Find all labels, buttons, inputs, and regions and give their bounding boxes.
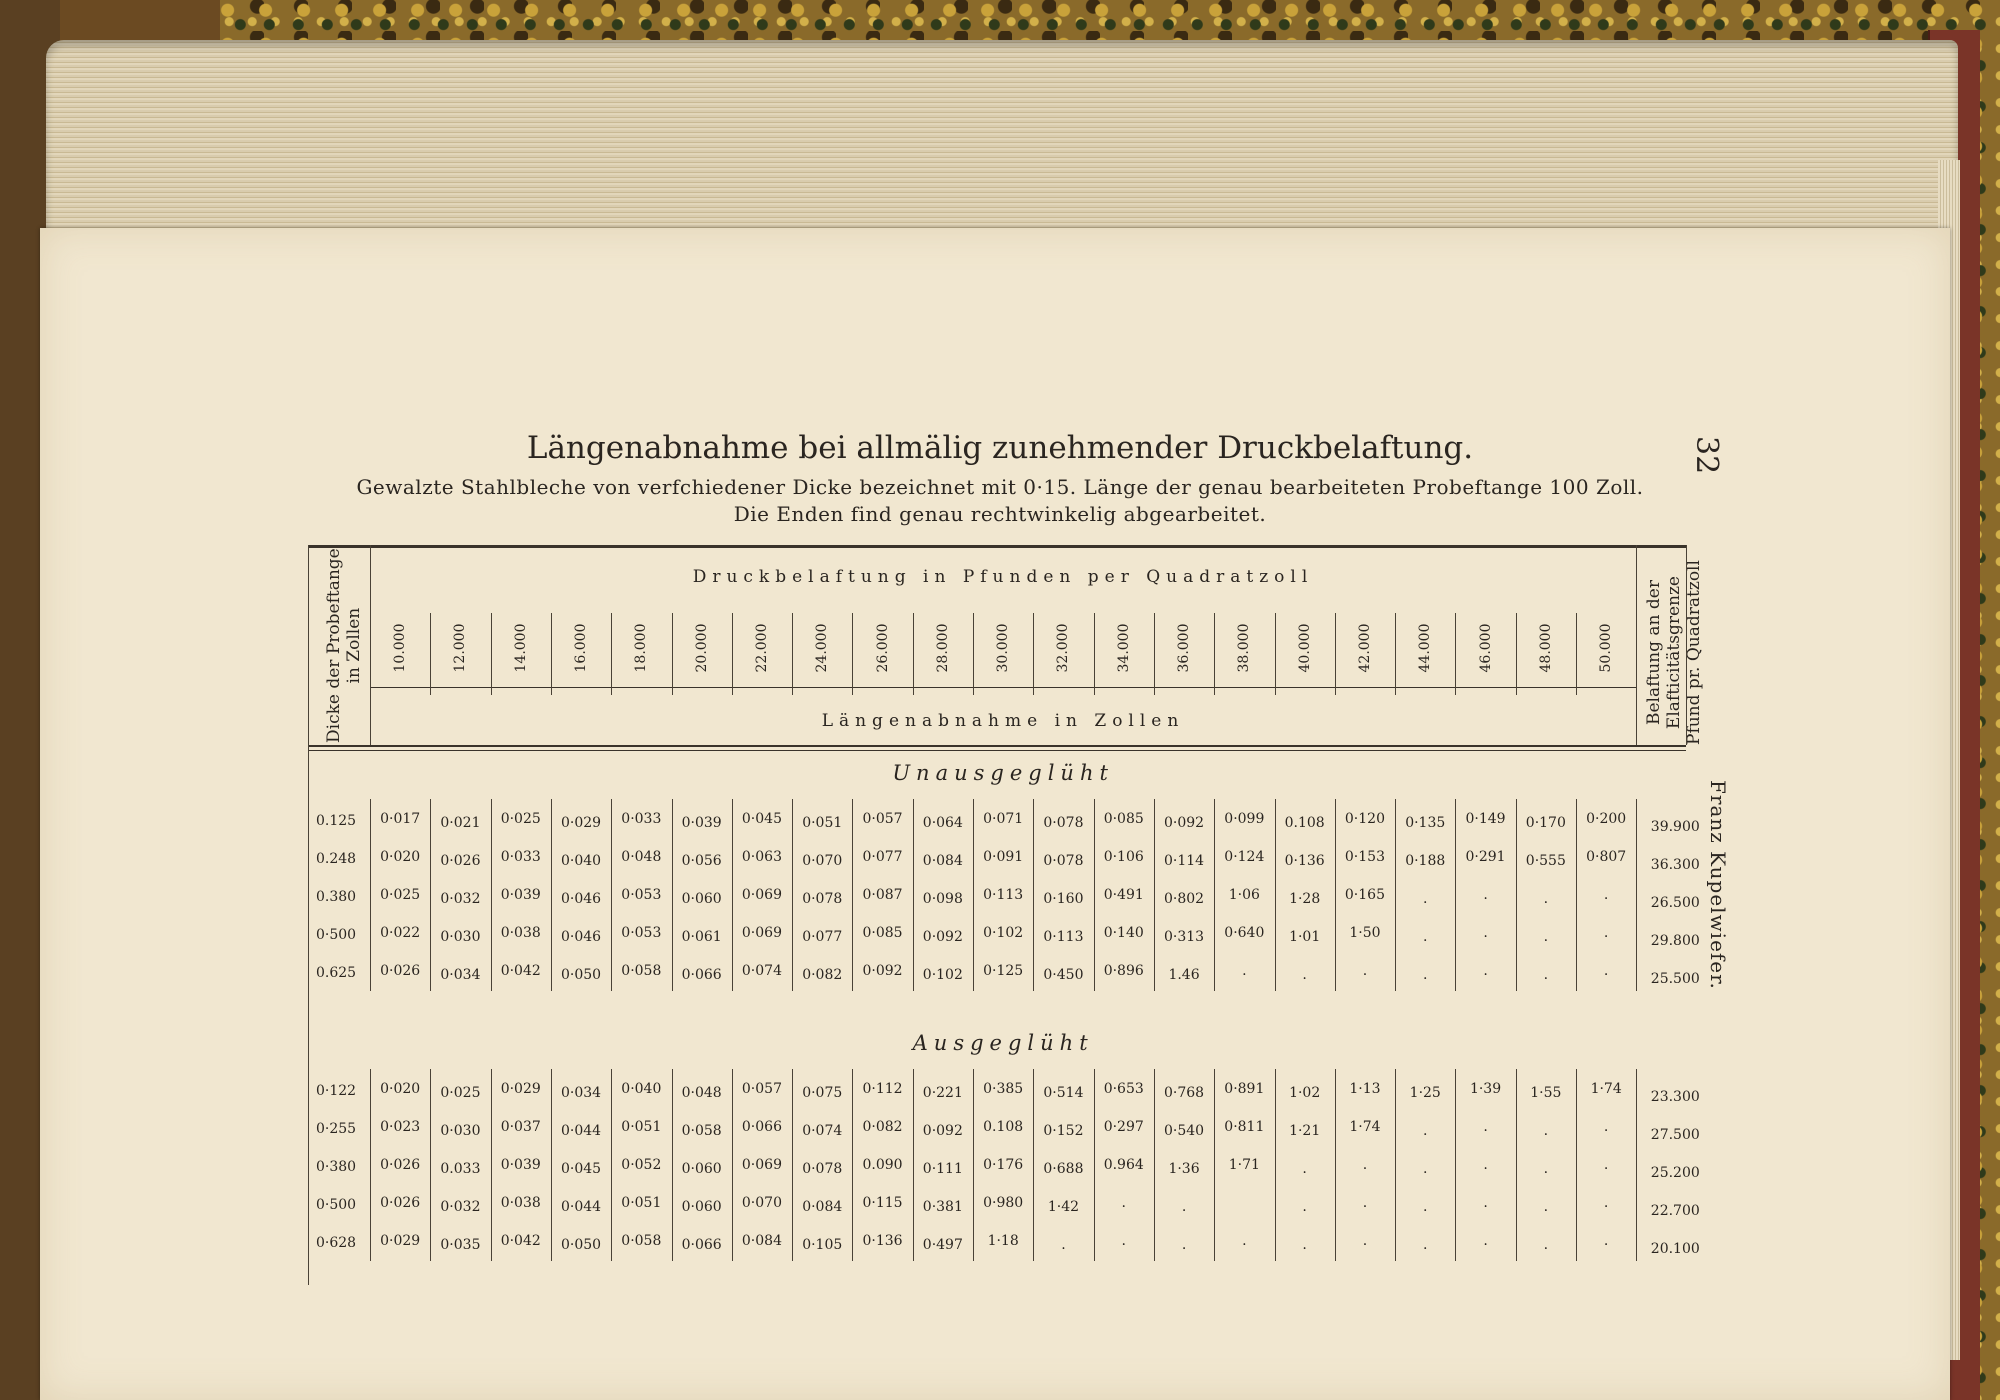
- reduction-cell: 0.033: [440, 1161, 481, 1177]
- reduction-cell: 0·313: [1163, 929, 1205, 945]
- reduction-cell: 1·13: [1349, 1081, 1381, 1097]
- reduction-cell: .: [1302, 1237, 1307, 1253]
- reduction-cell: 0·074: [802, 1123, 843, 1139]
- reduction-cell: 0·026: [380, 963, 421, 979]
- reduction-cell: 0·160: [1043, 891, 1084, 907]
- reduction-cell: .: [1483, 887, 1488, 903]
- reduction-cell: 0·044: [560, 1199, 602, 1215]
- load-column-header: 14.000: [512, 623, 529, 673]
- reduction-cell: .: [1483, 925, 1488, 941]
- reduction-cell: 1·39: [1469, 1081, 1502, 1097]
- thickness-cell: 0·500: [316, 927, 357, 943]
- reduction-cell: .: [1181, 1237, 1187, 1253]
- reduction-cell: 0·021: [440, 815, 481, 831]
- reduction-cell: 0·113: [983, 887, 1024, 903]
- table-right-border-head: [1686, 545, 1687, 745]
- load-column-divider: [491, 613, 492, 695]
- reduction-cell: .: [1603, 1119, 1609, 1135]
- reduction-cell: .: [1362, 1233, 1368, 1249]
- load-column-divider: [792, 613, 793, 695]
- reduction-cell: 0·491: [1103, 887, 1144, 903]
- reduction-cell: 0·064: [922, 815, 963, 831]
- reduction-cell: 0·039: [500, 887, 541, 903]
- reduction-cell: 0·058: [621, 1233, 662, 1249]
- load-column-header: 20.000: [693, 623, 710, 673]
- reduction-cell: 1·74: [1590, 1081, 1622, 1097]
- reduction-cell: 0·152: [1043, 1123, 1084, 1139]
- reduction-cell: 1·36: [1168, 1161, 1200, 1177]
- elastic-limit-cell: 27.500: [1650, 1127, 1700, 1143]
- reduction-cell: 0·087: [862, 887, 903, 903]
- reduction-cell: 0·176: [983, 1157, 1024, 1173]
- reduction-cell: 0·060: [681, 1199, 722, 1215]
- reduction-cell: 0·023: [380, 1119, 421, 1135]
- thickness-cell: 0·500: [316, 1197, 357, 1213]
- reduction-cell: .: [1543, 1161, 1549, 1177]
- reduction-cell: 1·50: [1349, 925, 1381, 941]
- reduction-cell: 0·032: [440, 1199, 481, 1215]
- elastic-limit-cell: 20.100: [1650, 1241, 1700, 1257]
- left-header-line-2: in Zollen: [344, 607, 364, 684]
- reduction-cell: 0·149: [1465, 811, 1506, 827]
- reduction-cell: 0·092: [922, 1123, 963, 1139]
- load-column-divider: [1094, 613, 1095, 695]
- reduction-cell: 0·125: [983, 963, 1024, 979]
- reduction-cell: 0·060: [681, 1161, 722, 1177]
- elastic-limit-cell: 23.300: [1650, 1089, 1700, 1105]
- reduction-cell: .: [1483, 963, 1488, 979]
- load-column-header: 26.000: [874, 623, 891, 673]
- reduction-cell: .: [1423, 929, 1428, 945]
- elastic-limit-cell: 36.300: [1650, 857, 1700, 873]
- reduction-cell: 0·025: [440, 1085, 481, 1101]
- reduction-cell: 0·115: [862, 1195, 903, 1211]
- reduction-cell: 0·074: [741, 963, 782, 979]
- body-column-divider: [1636, 1069, 1637, 1261]
- reduction-cell: 0·044: [560, 1123, 602, 1139]
- reduction-cell: 0·112: [862, 1081, 903, 1097]
- reduction-cell: 0·050: [560, 1237, 602, 1253]
- load-column-header: 44.000: [1417, 623, 1434, 673]
- reduction-cell: 0·017: [380, 811, 421, 827]
- load-column-header: 16.000: [573, 623, 590, 673]
- reduction-cell: .: [1423, 1199, 1428, 1215]
- last-column-divider-head: [1636, 545, 1637, 745]
- reduction-cell: .: [1121, 1233, 1126, 1249]
- load-column-divider: [672, 613, 673, 695]
- thickness-cell: 0·255: [316, 1121, 357, 1137]
- reduction-cell: 0·052: [621, 1157, 662, 1173]
- reduction-cell: 0·066: [741, 1119, 782, 1135]
- reduction-cell: 0·084: [922, 853, 963, 869]
- load-column-divider: [913, 613, 914, 695]
- reduction-cell: 1·74: [1349, 1119, 1381, 1135]
- load-column-header: 38.000: [1236, 623, 1253, 673]
- reduction-cell: 0·070: [802, 853, 843, 869]
- reduction-cell: 0·085: [1103, 811, 1144, 827]
- load-column-header: 12.000: [452, 623, 469, 673]
- load-column-header: 10.000: [392, 623, 409, 673]
- reduction-cell: .: [1181, 1199, 1187, 1215]
- reduction-cell: .: [1423, 1123, 1428, 1139]
- body-column-divider: [1636, 799, 1637, 991]
- reduction-cell: 0·165: [1344, 887, 1385, 903]
- reduction-cell: 0·124: [1224, 849, 1265, 865]
- load-column-header: 28.000: [934, 623, 951, 673]
- reduction-cell: 0·025: [380, 887, 421, 903]
- reduction-cell: 0·057: [741, 1081, 782, 1097]
- table-top-rule: [308, 545, 1686, 548]
- reduction-cell: .: [1603, 1157, 1609, 1173]
- reduction-cell: 0·105: [802, 1237, 843, 1253]
- reduction-cell: .: [1242, 963, 1247, 979]
- reduction-cell: 0·807: [1586, 849, 1627, 865]
- reduction-cell: 0·381: [922, 1199, 963, 1215]
- reduction-cell: 0·153: [1344, 849, 1385, 865]
- reduction-cell: 0·056: [681, 853, 722, 869]
- reduction-cell: .: [1362, 1195, 1368, 1211]
- reduction-cell: .: [1603, 963, 1609, 979]
- reduction-cell: 1·25: [1409, 1085, 1441, 1101]
- subtitle-line-1: Gewalzte Stahlbleche von verfchiedener Dicke bezeichnet mit 0·15. Länge der genau bearbeiteten Probeftange 100 Zoll.: [356, 475, 1644, 499]
- left-column-header: [324, 548, 364, 743]
- reduction-cell: 0·035: [440, 1237, 481, 1253]
- reduction-cell: 1·28: [1289, 891, 1321, 907]
- reduction-cell: 0·025: [500, 811, 541, 827]
- right-column-header: [1644, 560, 1704, 745]
- reduction-cell: 0·114: [1163, 853, 1205, 869]
- reduction-cell: 0·026: [440, 853, 481, 869]
- reduction-cell: 0·046: [560, 891, 602, 907]
- reduction-cell: 0·111: [922, 1161, 963, 1177]
- reduction-cell: 0·029: [500, 1081, 541, 1097]
- reduction-cell: 0·069: [741, 1157, 782, 1173]
- load-column-divider: [1214, 613, 1215, 695]
- reduction-cell: 0·075: [802, 1085, 843, 1101]
- reduction-cell: 0·297: [1103, 1119, 1144, 1135]
- reduction-cell: 0·084: [741, 1233, 782, 1249]
- section-label: Unausgeglüht: [892, 761, 1114, 785]
- elastic-limit-cell: 29.800: [1650, 933, 1700, 949]
- reduction-cell: 0·113: [1043, 929, 1084, 945]
- reduction-cell: 0·058: [681, 1123, 722, 1139]
- reduction-cell: 0·040: [621, 1081, 662, 1097]
- reduction-cell: .: [1543, 1199, 1549, 1215]
- reduction-cell: 1·42: [1047, 1199, 1080, 1215]
- reduction-cell: 0·060: [681, 891, 722, 907]
- thickness-cell: 0·380: [316, 1159, 357, 1175]
- reduction-cell: 0·091: [983, 849, 1024, 865]
- reduction-cell: 0·811: [1224, 1119, 1265, 1135]
- reduction-cell: 0·106: [1103, 849, 1144, 865]
- reduction-cell: 0·385: [983, 1081, 1024, 1097]
- reduction-cell: .: [1603, 925, 1609, 941]
- reduction-cell: .: [1543, 929, 1549, 945]
- reduction-cell: 0·136: [862, 1233, 903, 1249]
- thickness-cell: 0.125: [316, 813, 357, 829]
- reduction-cell: 0·077: [862, 849, 903, 865]
- reduction-cell: 0·033: [621, 811, 662, 827]
- reduction-cell: 0·078: [1043, 853, 1084, 869]
- reduction-cell: 1·21: [1289, 1123, 1321, 1139]
- reduction-cell: .: [1242, 1233, 1247, 1249]
- reduction-cell: 0·053: [621, 925, 662, 941]
- reduction-group-header: Längenabnahme in Zollen: [821, 711, 1185, 731]
- load-column-divider: [1455, 613, 1456, 695]
- reduction-cell: 0·980: [983, 1195, 1024, 1211]
- load-column-divider: [1516, 613, 1517, 695]
- load-column-header: 48.000: [1537, 623, 1554, 673]
- reduction-cell: 0·045: [560, 1161, 602, 1177]
- reduction-cell: 0·050: [560, 967, 602, 983]
- load-column-header: 30.000: [995, 623, 1012, 673]
- reduction-cell: .: [1423, 891, 1428, 907]
- reduction-cell: 0·084: [802, 1199, 843, 1215]
- page-number: 32: [1689, 436, 1724, 475]
- table-head-bottom-rule: [308, 745, 1686, 747]
- load-column-divider: [551, 613, 552, 695]
- reduction-cell: .: [1543, 967, 1549, 983]
- load-column-header: 42.000: [1356, 623, 1373, 673]
- reduction-cell: 0.090: [862, 1157, 903, 1173]
- reduction-cell: 0·082: [862, 1119, 903, 1135]
- reduction-cell: 0.108: [1284, 815, 1325, 831]
- reduction-cell: 0·688: [1043, 1161, 1084, 1177]
- reduction-cell: 0·078: [1043, 815, 1084, 831]
- reduction-cell: 0·051: [621, 1119, 662, 1135]
- thickness-cell: 0.248: [316, 851, 357, 867]
- reduction-cell: 0·102: [983, 925, 1024, 941]
- reduction-cell: 0·026: [380, 1157, 421, 1173]
- reduction-cell: 0·085: [862, 925, 903, 941]
- reduction-cell: 0·653: [1103, 1081, 1144, 1097]
- reduction-cell: 0·099: [1224, 811, 1265, 827]
- running-author: Franz Kupelwiefer.: [1706, 780, 1730, 990]
- reduction-cell: .: [1543, 891, 1549, 907]
- load-column-header: 40.000: [1296, 623, 1313, 673]
- reduction-cell: 1.46: [1168, 967, 1200, 983]
- reduction-cell: .: [1603, 887, 1609, 903]
- thickness-cell: 0.380: [316, 889, 357, 905]
- reduction-cell: 0·802: [1163, 891, 1205, 907]
- subtitle-line-2: Die Enden find genau rechtwinkelig abgearbeitet.: [733, 502, 1267, 526]
- reduction-cell: .: [1603, 1195, 1609, 1211]
- reduction-cell: 0·029: [560, 815, 602, 831]
- reduction-cell: 1·06: [1228, 887, 1260, 903]
- reduction-cell: 0·078: [802, 891, 843, 907]
- left-header-line-1: Dicke der Probeftange: [324, 548, 344, 743]
- reduction-cell: 0·092: [862, 963, 903, 979]
- table-head-bottom-rule-2: [308, 750, 1686, 751]
- reduction-cell: 0·061: [681, 929, 722, 945]
- reduction-cell: 0·030: [440, 1123, 481, 1139]
- reduction-cell: 0·140: [1103, 925, 1144, 941]
- reduction-cell: 0·032: [440, 891, 481, 907]
- reduction-cell: 0·020: [380, 849, 421, 865]
- reduction-cell: 0·896: [1103, 963, 1144, 979]
- load-column-header: 50.000: [1598, 623, 1615, 673]
- reduction-cell: 0·098: [922, 891, 963, 907]
- reduction-cell: 0·042: [500, 963, 541, 979]
- reduction-cell: 0·051: [621, 1195, 662, 1211]
- load-column-divider: [1576, 613, 1577, 695]
- reduction-cell: 0·082: [802, 967, 843, 983]
- load-column-divider: [611, 613, 612, 695]
- reduction-cell: 0·071: [983, 811, 1024, 827]
- thickness-cell: 0·122: [316, 1083, 357, 1099]
- first-column-divider-head: [370, 545, 371, 745]
- reduction-cell: 0·034: [560, 1085, 602, 1101]
- reduction-cell: .: [1423, 1161, 1428, 1177]
- reduction-cell: 0·102: [922, 967, 963, 983]
- table-left-border: [308, 545, 309, 1285]
- reduction-cell: .: [1483, 1233, 1488, 1249]
- reduction-cell: 0·042: [500, 1233, 541, 1249]
- reduction-cell: 0·020: [380, 1081, 421, 1097]
- reduction-cell: 0·170: [1525, 815, 1566, 831]
- load-column-header: 32.000: [1055, 623, 1072, 673]
- load-column-header: 22.000: [753, 623, 770, 673]
- reduction-cell: 0·053: [621, 887, 662, 903]
- reduction-cell: 0·291: [1465, 849, 1506, 865]
- reduction-cell: 0·514: [1043, 1085, 1084, 1101]
- reduction-cell: 0·092: [1163, 815, 1205, 831]
- reduction-cell: 1·01: [1289, 929, 1321, 945]
- reduction-cell: .: [1483, 1195, 1488, 1211]
- reduction-cell: .: [1302, 967, 1307, 983]
- elastic-limit-cell: 25.200: [1650, 1165, 1700, 1181]
- reduction-cell: 0·038: [500, 1195, 541, 1211]
- load-column-header: 24.000: [814, 623, 831, 673]
- reduction-cell: 0·051: [802, 815, 843, 831]
- reduction-cell: 0·045: [741, 811, 782, 827]
- load-column-header: 46.000: [1477, 623, 1494, 673]
- elastic-limit-cell: 22.700: [1650, 1203, 1700, 1219]
- reduction-cell: .: [1543, 1237, 1549, 1253]
- reduction-cell: 0·033: [500, 849, 541, 865]
- load-column-header: 18.000: [633, 623, 650, 673]
- reduction-cell: 0·069: [741, 887, 782, 903]
- reduction-cell: 0.108: [983, 1119, 1024, 1135]
- reduction-cell: 0·136: [1284, 853, 1325, 869]
- reduction-cell: 0·040: [560, 853, 602, 869]
- load-group-header: Druckbelaftung in Pfunden per Quadratzoll: [692, 567, 1314, 587]
- page-subtitle: [330, 474, 1670, 528]
- reduction-cell: .: [1362, 1157, 1368, 1173]
- reduction-cell: 0·057: [862, 811, 903, 827]
- reduction-cell: 0·221: [922, 1085, 963, 1101]
- reduction-cell: 0·200: [1586, 811, 1627, 827]
- reduction-cell: 0·070: [741, 1195, 782, 1211]
- reduction-cell: 0·077: [802, 929, 843, 945]
- reduction-cell: .: [1121, 1195, 1126, 1211]
- elastic-limit-cell: 25.500: [1650, 971, 1700, 987]
- reduction-cell: .: [1483, 1119, 1488, 1135]
- section-label: Ausgeglüht: [912, 1031, 1094, 1055]
- reduction-cell: 0·497: [922, 1237, 963, 1253]
- reduction-cell: 0·034: [440, 967, 481, 983]
- load-column-divider: [430, 613, 431, 695]
- reduction-cell: 0·058: [621, 963, 662, 979]
- thickness-cell: 0·628: [316, 1235, 357, 1251]
- reduction-cell: .: [1302, 1161, 1307, 1177]
- elastic-limit-cell: 39.900: [1650, 819, 1700, 835]
- reduction-cell: 0·066: [681, 967, 722, 983]
- reduction-cell: 0.964: [1103, 1157, 1144, 1173]
- reduction-cell: 0·048: [621, 849, 662, 865]
- reduction-cell: 0·135: [1405, 815, 1446, 831]
- load-column-divider: [1335, 613, 1336, 695]
- reduction-cell: .: [1302, 1199, 1307, 1215]
- reduction-cell: 0·120: [1344, 811, 1385, 827]
- reduction-cell: 1·71: [1228, 1157, 1260, 1173]
- reduction-cell: .: [1423, 1237, 1428, 1253]
- reduction-cell: 0·026: [380, 1195, 421, 1211]
- load-column-header: 34.000: [1115, 623, 1132, 673]
- elastic-limit-cell: 26.500: [1650, 895, 1700, 911]
- reduction-cell: 0·891: [1224, 1081, 1265, 1097]
- reduction-cell: 0·078: [802, 1161, 843, 1177]
- reduction-cell: 0·046: [560, 929, 602, 945]
- reduction-cell: 0·022: [380, 925, 421, 941]
- reduction-cell: .: [1061, 1237, 1066, 1253]
- load-column-divider: [1033, 613, 1034, 695]
- reduction-cell: 0·039: [500, 1157, 541, 1173]
- reduction-cell: 0·063: [741, 849, 782, 865]
- reduction-cell: 0·038: [500, 925, 541, 941]
- load-column-header: 36.000: [1176, 623, 1193, 673]
- reduction-cell: .: [1483, 1157, 1488, 1173]
- reduction-cell: 1·02: [1289, 1085, 1321, 1101]
- load-column-divider: [732, 613, 733, 695]
- reduction-cell: 0·092: [922, 929, 963, 945]
- reduction-cell: .: [1543, 1123, 1549, 1139]
- reduction-cell: 0·768: [1163, 1085, 1205, 1101]
- reduction-cell: 0·039: [681, 815, 722, 831]
- load-column-divider: [973, 613, 974, 695]
- reduction-cell: 0·555: [1525, 853, 1566, 869]
- right-header-line-2: Elafticitätsgrenze: [1664, 576, 1684, 730]
- reduction-cell: 0·540: [1163, 1123, 1205, 1139]
- reduction-cell: 0·066: [681, 1237, 722, 1253]
- reduction-cell: 1·55: [1530, 1085, 1562, 1101]
- load-column-divider: [1395, 613, 1396, 695]
- reduction-cell: 0·037: [500, 1119, 541, 1135]
- right-header-line-1: Belaftung an der: [1644, 580, 1664, 726]
- load-column-divider: [1154, 613, 1155, 695]
- load-column-divider: [1275, 613, 1276, 695]
- right-header-line-3: Pfund pr. Quadratzoll: [1684, 560, 1704, 745]
- reduction-cell: 0·030: [440, 929, 481, 945]
- reduction-cell: .: [1423, 967, 1428, 983]
- reduction-cell: 0·048: [681, 1085, 722, 1101]
- data-table: [308, 545, 1704, 1285]
- reduction-cell: 0·188: [1405, 853, 1446, 869]
- reduction-cell: .: [1603, 1233, 1609, 1249]
- reduction-cell: 0·640: [1224, 925, 1265, 941]
- reduction-cell: 0·450: [1043, 967, 1084, 983]
- reduction-cell: 0·029: [380, 1233, 421, 1249]
- load-column-divider: [852, 613, 853, 695]
- reduction-cell: 1·18: [987, 1233, 1019, 1249]
- thickness-cell: 0.625: [316, 965, 357, 981]
- reduction-cell: .: [1362, 963, 1368, 979]
- page-title: Längenabnahme bei allmälig zunehmender Druckbelaftung.: [526, 430, 1474, 466]
- reduction-cell: 0·069: [741, 925, 782, 941]
